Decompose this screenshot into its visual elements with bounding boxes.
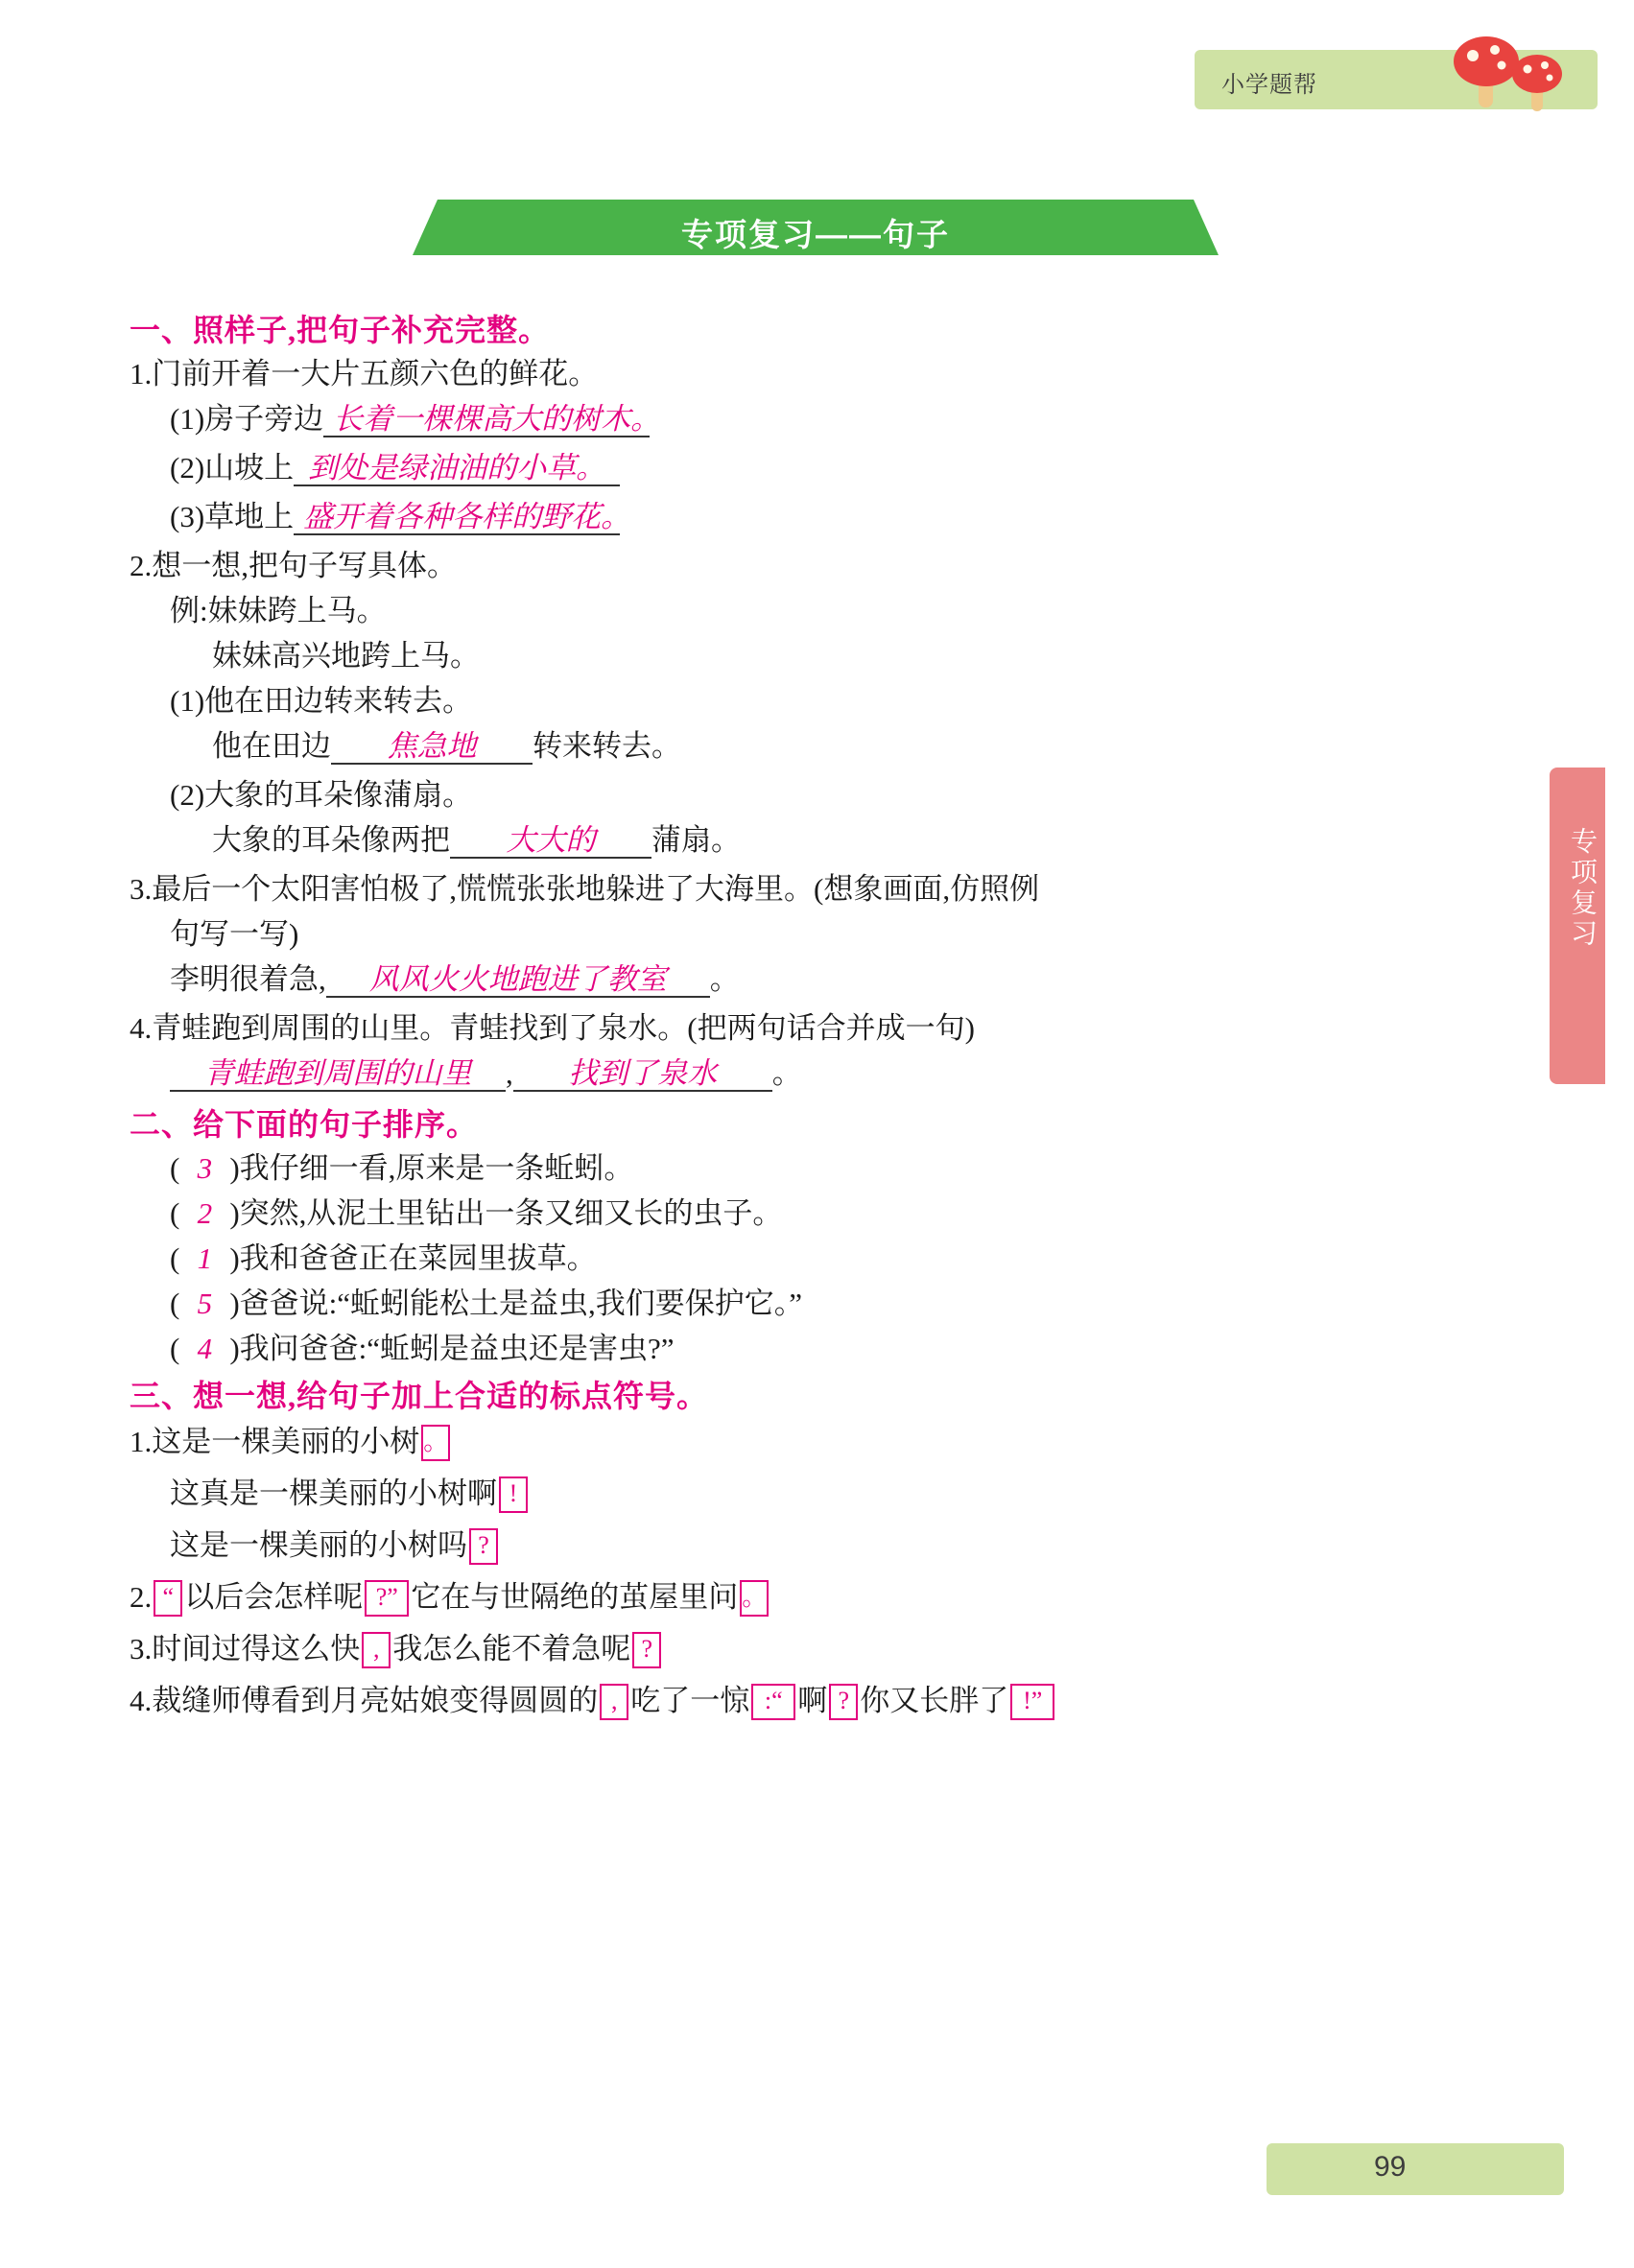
punct-box[interactable]: 。 (421, 1425, 450, 1461)
punct-4-text: 你又长胖了 (860, 1684, 1009, 1717)
question-4-tail: 。 (771, 1056, 802, 1090)
order-text: )突然,从泥土里钻出一条又细又长的虫子。 (229, 1196, 783, 1230)
section-heading-2: 二、给下面的句子排序。 (130, 1107, 479, 1142)
punct-item-1-line2 (130, 1477, 1492, 1513)
question-3-answer-line (130, 964, 1492, 998)
punct-box[interactable]: ? (829, 1684, 858, 1720)
question-2 (130, 551, 1492, 580)
paren-open: ( (170, 1196, 180, 1230)
order-text: )我仔细一看,原来是一条蚯蚓。 (229, 1151, 634, 1185)
sub-1-label: (1)房子旁边 (170, 402, 324, 436)
paren-open: ( (170, 1287, 180, 1320)
question-1 (130, 359, 1492, 389)
punct-item-4 (130, 1684, 1492, 1720)
sub-1-answer[interactable]: 焦急地 (331, 731, 533, 765)
punct-item-2 (130, 1580, 1492, 1617)
question-4-answer-b[interactable]: 找到了泉水 (513, 1058, 772, 1092)
section-heading-3: 三、想一想,给句子加上合适的标点符号。 (130, 1379, 709, 1413)
punct-4-text: 裁缝师傅看到月亮姑娘变得圆圆的 (152, 1684, 599, 1717)
side-tab-review[interactable] (1550, 768, 1605, 1084)
question-3-line1 (130, 874, 1492, 904)
question-3-stem-line2: 句写一写) (170, 917, 299, 951)
mushroom-icon (1511, 52, 1565, 111)
sub-3-label: (3)草地上 (170, 500, 295, 533)
punct-1-number: 1. (130, 1425, 153, 1458)
question-4-stem: 青蛙跑到周围的山里。青蛙找到了泉水。(把两句话合并成一句) (152, 1011, 975, 1045)
question-4-answer-a[interactable]: 青蛙跑到周围的山里 (170, 1058, 506, 1092)
punct-item-1-line3 (130, 1528, 1492, 1565)
order-item (130, 1288, 1492, 1318)
order-item (130, 1334, 1492, 1363)
worksheet-content (130, 297, 1492, 1736)
question-2-stem: 想一想,把句子写具体。 (152, 549, 457, 582)
question-1-sub-2 (130, 453, 1492, 486)
question-2-sub-2-label: (2)大象的耳朵像蒲扇。 (170, 778, 473, 812)
question-4-middle: , (506, 1056, 513, 1090)
page-title (413, 200, 1219, 255)
question-2-example-answer: 妹妹高兴地跨上马。 (212, 639, 480, 673)
punct-box[interactable]: , (600, 1684, 628, 1720)
question-1-stem: 门前开着一大片五颜六色的鲜花。 (152, 357, 599, 390)
paren-open: ( (170, 1151, 180, 1185)
punct-item-3 (130, 1632, 1492, 1668)
punct-2-text: 它在与世隔绝的茧屋里问 (411, 1580, 739, 1614)
punct-4-text: 啊 (797, 1684, 828, 1717)
order-item (130, 1198, 1492, 1228)
paren-open: ( (170, 1241, 180, 1275)
order-item (130, 1243, 1492, 1273)
question-3-stem-line1: 最后一个太阳害怕极了,慌慌张张地躲进了大海里。(想象画面,仿照例 (152, 872, 1040, 906)
order-item (130, 1153, 1492, 1183)
paren-open: ( (170, 1332, 180, 1365)
punct-box[interactable]: !” (1010, 1684, 1054, 1720)
punct-item-1 (130, 1425, 1492, 1461)
sub-3-answer[interactable]: 盛开着各种各样的野花。 (294, 502, 620, 535)
order-number[interactable]: 3 (197, 1151, 213, 1185)
question-3-answer[interactable]: 风风火火地跑进了教室 (326, 964, 710, 998)
order-text: )我和爸爸正在菜园里拔草。 (229, 1241, 597, 1275)
question-3-before: 李明很着急, (170, 962, 326, 996)
punct-box[interactable]: , (362, 1632, 391, 1668)
sub-2-after: 蒲扇。 (651, 823, 741, 857)
punct-3-text: 时间过得这么快 (152, 1632, 361, 1666)
punct-box[interactable]: “ (154, 1580, 182, 1617)
order-number[interactable]: 2 (197, 1196, 213, 1230)
punct-1-text-a: 这是一棵美丽的小树 (152, 1425, 420, 1458)
question-4-answer-line (130, 1058, 1492, 1092)
question-2-number: 2. (130, 549, 153, 582)
punct-1-text-a: 这真是一棵美丽的小树啊 (170, 1477, 497, 1510)
brand-label: 小学题帮 (1221, 72, 1317, 98)
punct-box[interactable]: :“ (751, 1684, 795, 1720)
punct-box[interactable]: ! (499, 1477, 528, 1513)
order-number[interactable]: 4 (197, 1332, 213, 1365)
order-number[interactable]: 1 (197, 1241, 213, 1275)
punct-box[interactable]: 。 (740, 1580, 769, 1617)
page-number: 99 (1374, 2151, 1407, 2183)
title-label: 专项复习——句子 (681, 217, 950, 252)
order-text: )爸爸说:“蚯蚓能松土是益虫,我们要保护它。” (229, 1287, 803, 1320)
punct-4-number: 4. (130, 1684, 153, 1717)
punct-1-text-a: 这是一棵美丽的小树吗 (170, 1528, 467, 1562)
side-tab-label: 专项复习 (1568, 827, 1598, 950)
punct-3-text: 我怎么能不着急呢 (392, 1632, 631, 1666)
footer-bar (1267, 2143, 1564, 2195)
question-3-after: 。 (709, 962, 740, 996)
question-1-sub-3 (130, 502, 1492, 535)
sub-2-answer[interactable]: 到处是绿油油的小草。 (294, 453, 620, 486)
sub-2-label: (2)山坡上 (170, 451, 295, 484)
question-2-example-label: 例:妹妹跨上马。 (170, 594, 387, 627)
punct-box[interactable]: ?” (365, 1580, 409, 1617)
punct-2-text: 以后会怎样呢 (184, 1580, 364, 1614)
punct-2-number: 2. (130, 1580, 153, 1614)
section-heading-1: 一、照样子,把句子补充完整。 (130, 313, 551, 347)
sub-1-answer[interactable]: 长着一棵棵高大的树木。 (323, 404, 650, 437)
punct-box[interactable]: ? (469, 1528, 498, 1565)
header-banner (1195, 50, 1598, 109)
question-3-number: 3. (130, 872, 153, 906)
question-1-number: 1. (130, 357, 153, 390)
sub-1-before: 他在田边 (212, 729, 331, 763)
sub-1-after: 转来转去。 (533, 729, 681, 763)
sub-2-answer[interactable]: 大大的 (450, 825, 651, 859)
question-2-sub-2 (130, 825, 1492, 859)
punct-box[interactable]: ? (632, 1632, 661, 1668)
question-4-number: 4. (130, 1011, 153, 1045)
question-2-sub-1-label: (1)他在田边转来转去。 (170, 684, 473, 718)
question-4 (130, 1013, 1492, 1043)
question-2-sub-1 (130, 731, 1492, 765)
order-number[interactable]: 5 (197, 1287, 213, 1320)
punct-4-text: 吃了一惊 (630, 1684, 750, 1717)
order-text: )我问爸爸:“蚯蚓是益虫还是害虫?” (229, 1332, 675, 1365)
question-1-sub-1 (130, 404, 1492, 437)
sub-2-before: 大象的耳朵像两把 (212, 823, 450, 857)
punct-3-number: 3. (130, 1632, 153, 1666)
